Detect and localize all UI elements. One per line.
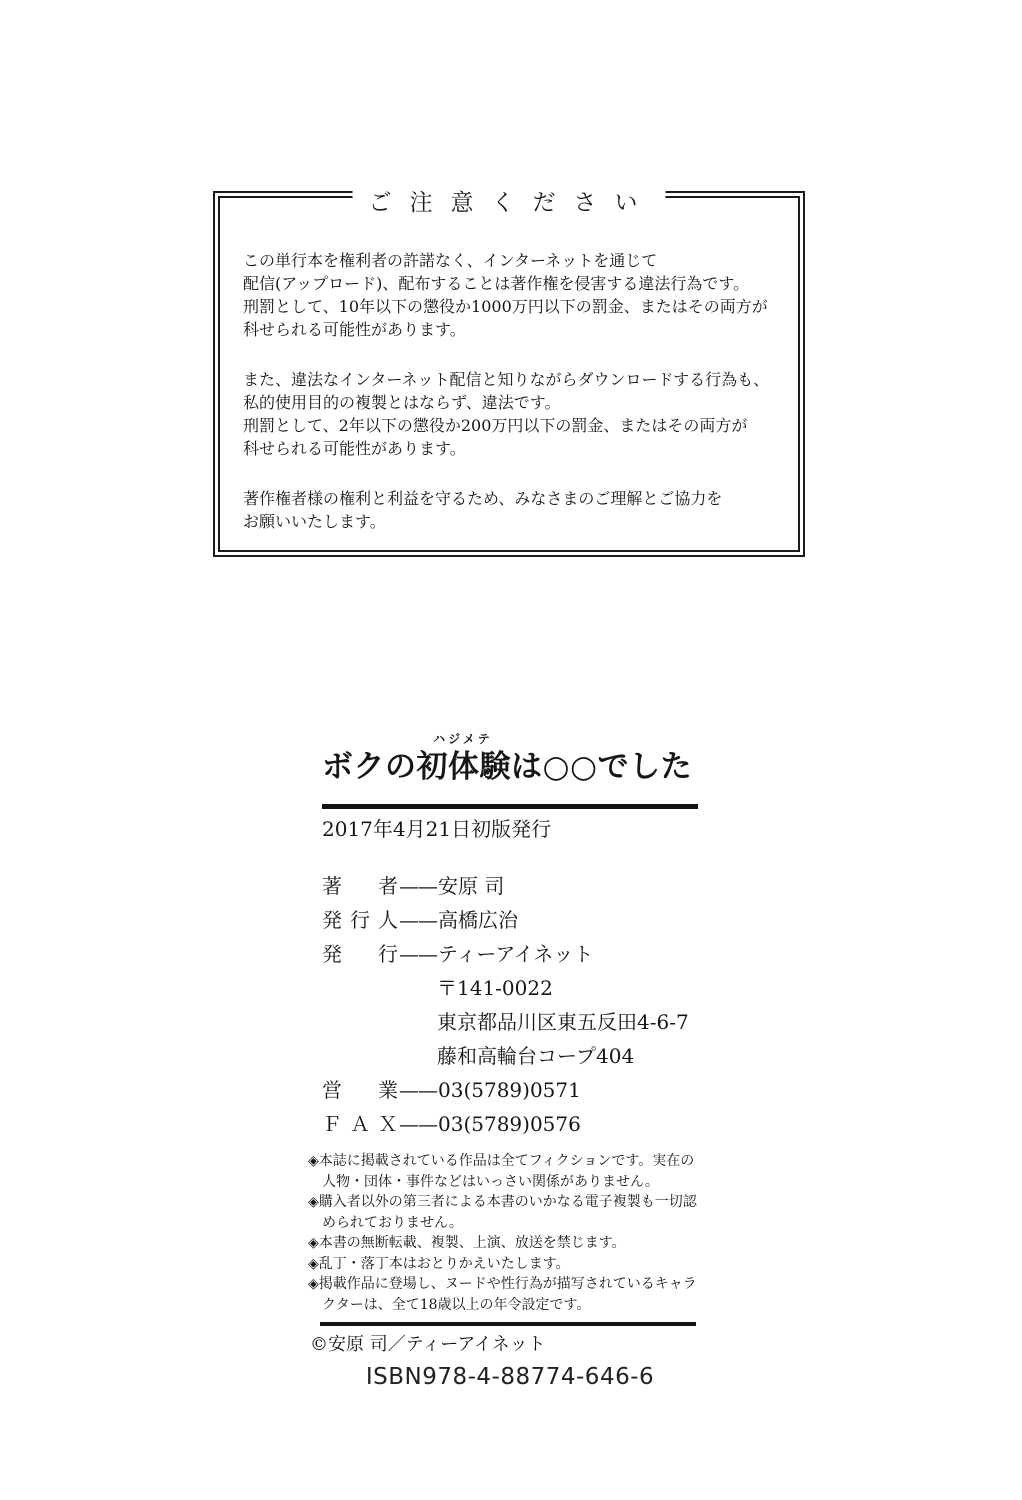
- row-value: 03(5789)0571: [438, 1078, 581, 1102]
- row-label: 営 業: [322, 1078, 398, 1102]
- publication-info: [308, 869, 704, 1141]
- address-line-building: 藤和高輪台コープ404: [437, 1044, 635, 1068]
- notice-line: この単行本を権利者の許諾なく、インターネットを通じて: [243, 251, 658, 270]
- book-title-suffix: は○○でした: [511, 749, 693, 785]
- row-dash: ——: [399, 942, 437, 966]
- notice-line: 配信(アップロード)、配布することは著作権を侵害する違法行為です。: [243, 274, 750, 293]
- note-item-defective-copy: ◈乱丁・落丁本はおとりかえいたします。: [308, 1255, 570, 1272]
- colophon-block: [308, 732, 704, 1391]
- copyright-notice-box: [213, 191, 805, 557]
- row-value: ティーアイネット: [438, 942, 594, 966]
- address-line-street: 東京都品川区東五反田4-6-7: [437, 1010, 689, 1034]
- notice-line: 私的使用目的の複製とはならず、違法です。: [243, 393, 561, 412]
- row-dash: ——: [399, 1112, 437, 1136]
- book-title-ruby-base: 初体験: [416, 749, 511, 785]
- row-label: 発 行: [322, 942, 398, 966]
- notes-list: [308, 1151, 700, 1315]
- publication-date: 2017年4月21日初版発行: [322, 817, 552, 841]
- book-title: [308, 732, 704, 786]
- notice-line: また、違法なインターネット配信と知りながらダウンロードする行為も、: [243, 370, 770, 389]
- book-title-prefix: ボクの: [322, 749, 417, 785]
- note-item-age-setting: ◈掲載作品に登場し、ヌードや性行為が描写されているキャラクターは、全て18歳以上の年令設定です。: [308, 1276, 697, 1313]
- row-dash: ——: [399, 1078, 437, 1102]
- notice-title: ご注意ください: [353, 190, 666, 216]
- furigana: ハジメテ: [433, 732, 493, 746]
- notice-line: 科せられる可能性があります。: [243, 439, 466, 458]
- info-row-issuer: [308, 903, 704, 937]
- notice-line: お願いいたします。: [243, 512, 386, 531]
- divider-rule-bottom: [320, 1322, 696, 1326]
- info-row-sales-phone: [308, 1073, 704, 1107]
- row-dash: ——: [399, 908, 437, 932]
- notice-inner-frame: [218, 196, 800, 552]
- info-row-author: [308, 869, 704, 903]
- row-dash: ——: [399, 874, 437, 898]
- note-item-electronic-copy: ◈購入者以外の第三者による本書のいかなる電子複製も一切認められておりません。: [308, 1194, 697, 1231]
- divider-rule-top: [322, 804, 698, 809]
- notice-line: 刑罰として、10年以下の懲役か1000万円以下の罰金、またはその両方が: [243, 297, 768, 316]
- row-label: 著 者: [322, 874, 398, 898]
- row-value: 03(5789)0576: [438, 1112, 581, 1136]
- address-line-postal: 〒141-0022: [437, 976, 553, 1000]
- notice-line: 刑罰として、2年以下の懲役か200万円以下の罰金、またはその両方が: [243, 416, 748, 435]
- note-item-reproduction: ◈本書の無断転載、複製、上演、放送を禁じます。: [308, 1235, 626, 1251]
- info-row-publisher: [308, 937, 704, 971]
- info-row-fax: [308, 1107, 704, 1141]
- copyright-line: ©安原 司／ティーアイネット: [310, 1334, 546, 1355]
- row-value: 高橋広治: [438, 908, 518, 932]
- isbn: ISBN978-4-88774-646-6: [365, 1364, 655, 1390]
- notice-line: 科せられる可能性があります。: [243, 320, 466, 339]
- row-label: 発行人: [322, 908, 398, 932]
- row-value: 安原 司: [438, 874, 505, 898]
- notice-line: 著作権者様の権利と利益を守るため、みなさまのご理解とご協力を: [243, 489, 723, 508]
- note-item-fiction: ◈本誌に掲載されている作品は全てフィクションです。実在の人物・団体・事件などはいっさい関係がありません。: [308, 1153, 695, 1190]
- row-label: ＦＡＸ: [322, 1112, 398, 1136]
